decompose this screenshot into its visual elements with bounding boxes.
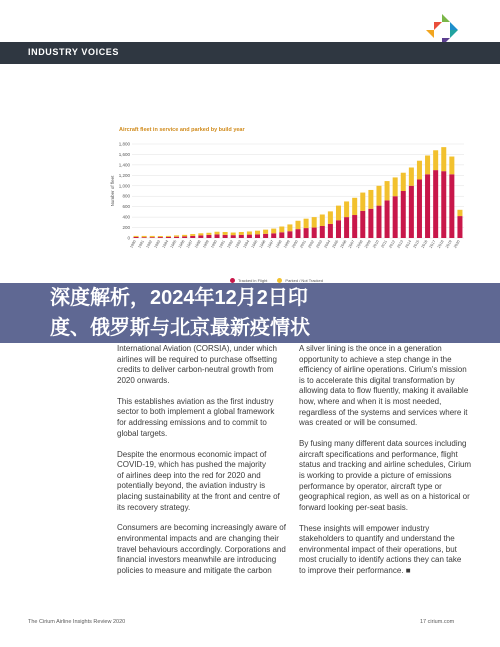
bar-parked — [158, 236, 163, 237]
bar-parked — [142, 236, 147, 237]
bar-tracked — [190, 236, 195, 238]
x-tick-label: 2005 — [331, 239, 340, 249]
bar-parked — [150, 236, 155, 237]
y-axis-label: Number of fleet — [110, 175, 115, 207]
bar-parked — [433, 150, 438, 170]
y-tick-label: 400 — [122, 214, 130, 220]
x-tick-label: 2016 — [420, 239, 429, 249]
x-tick-label: 2002 — [307, 239, 316, 249]
bar-parked — [457, 210, 462, 216]
bar-parked — [312, 217, 317, 227]
bar-parked — [328, 211, 333, 224]
right-paragraph-2: By fusing many different data sources including aircraft specifications and performance, flight status and tracking and airline schedules, Cirium is working to provide a picture of emissions performance by operator, aircraft type or geographical region, as well as on a historical or forward looking per-seat basis. — [299, 439, 472, 512]
chart-title: Aircraft fleet in service and parked by build year — [119, 127, 245, 133]
x-tick-label: 2014 — [404, 239, 413, 249]
bar-parked — [231, 233, 236, 236]
x-tick-label: 2004 — [323, 239, 332, 249]
bar-parked — [304, 219, 309, 228]
footer-page-and-site: 17 cirium.com — [420, 619, 455, 625]
x-tick-label: 1992 — [226, 239, 235, 249]
y-tick-label: 200 — [122, 225, 130, 231]
bar-tracked — [409, 186, 414, 238]
bar-parked — [376, 186, 381, 206]
bar-tracked — [158, 237, 163, 238]
x-tick-label: 2009 — [364, 239, 372, 249]
x-tick-label: 2007 — [347, 239, 356, 249]
bar-tracked — [134, 237, 139, 238]
left-paragraph-3: Despite the enormous economic impact of COVID-19, which has pushed the majority of airlines deep into the red for 2020 and potentially beyond, the aviation industry is placing sustainability at the front and centre of its recovery strategy. — [117, 449, 280, 512]
bar-tracked — [198, 235, 203, 238]
bar-tracked — [279, 232, 284, 238]
bar-tracked — [336, 220, 341, 238]
bar-parked — [166, 236, 171, 237]
bar-tracked — [150, 237, 155, 238]
x-tick-label: 1994 — [242, 239, 251, 249]
bar-parked — [279, 227, 284, 233]
x-tick-label: 2003 — [315, 239, 324, 249]
bar-tracked — [223, 235, 228, 238]
bar-parked — [206, 233, 211, 235]
x-tick-label: 1981 — [137, 239, 146, 249]
bar-tracked — [239, 235, 244, 238]
bar-parked — [336, 206, 341, 221]
bar-tracked — [263, 234, 268, 238]
x-tick-label: 1996 — [258, 239, 267, 249]
bar-parked — [320, 215, 325, 226]
bar-tracked — [182, 236, 187, 238]
bar-tracked — [142, 237, 147, 238]
bar-tracked — [255, 234, 260, 238]
y-tick-label: 800 — [122, 193, 130, 199]
x-tick-label: 2008 — [355, 239, 364, 249]
bar-tracked — [360, 211, 365, 238]
x-tick-label: 2010 — [372, 239, 380, 249]
bar-tracked — [449, 174, 454, 238]
x-tick-label: 2015 — [412, 239, 421, 249]
headline — [50, 283, 460, 343]
x-tick-label: 1987 — [185, 239, 194, 249]
x-tick-label: 1983 — [153, 239, 162, 249]
legend-label-tracked: Tracked in Flight — [238, 278, 268, 283]
bar-parked — [441, 147, 446, 171]
bar-parked — [287, 224, 292, 231]
x-tick-label: 1986 — [177, 239, 186, 249]
bar-tracked — [441, 171, 446, 238]
bar-tracked — [352, 215, 357, 238]
bar-parked — [271, 229, 276, 234]
headline-line-1: 深度解析，2024年12月2日印 — [50, 287, 308, 309]
x-tick-label: 1982 — [145, 239, 154, 249]
left-paragraph-1: International Aviation (CORSIA), under which airlines will be required to purchase offsetting credits to deliver carbon-neutral growth from 2020 onwards. — [117, 344, 277, 385]
bar-parked — [190, 234, 195, 236]
x-tick-label: 2006 — [339, 239, 348, 249]
headline-line-2: 度、俄罗斯与北京最新疫情状 — [50, 317, 310, 339]
bar-parked — [223, 232, 228, 235]
section-label: INDUSTRY VOICES — [28, 47, 120, 57]
bar-tracked — [166, 237, 171, 238]
left-column — [117, 344, 297, 587]
bar-tracked — [385, 200, 390, 238]
bar-tracked — [312, 228, 317, 238]
x-tick-label: 2020 — [453, 239, 461, 249]
bar-tracked — [320, 226, 325, 238]
x-tick-label: 1995 — [250, 239, 259, 249]
right-paragraph-3: These insights will empower industry stakeholders to quantify and understand the environmental impact of their operations, but most crucially to identify actions they can take to improve their performance. ■ — [299, 523, 462, 576]
bar-tracked — [393, 196, 398, 238]
bar-parked — [239, 232, 244, 235]
bar-tracked — [401, 191, 406, 238]
x-tick-label: 1984 — [161, 239, 170, 249]
section-banner — [0, 42, 500, 64]
x-tick-label: 1999 — [283, 239, 291, 249]
headline-overlay — [0, 283, 500, 343]
bar-tracked — [344, 217, 349, 238]
bar-parked — [401, 173, 406, 191]
bar-tracked — [328, 224, 333, 238]
right-paragraph-1: A silver lining is the once in a generation opportunity to achieve a step change in the efficiency of airline operations. Cirium's mission is to accelerate this digital transformation by allowing data to flow fluently, making it available how, where and when it is most needed, regardless of the systems and services where it was created or will be consumed. — [299, 344, 469, 428]
bar-tracked — [287, 231, 292, 238]
legend-label-parked: Parked / Not Tracked — [285, 278, 323, 283]
bar-tracked — [304, 228, 309, 238]
left-paragraph-2: This establishes aviation as the first industry sector to both implement a global framework for addressing emissions and to commit to global targets. — [117, 396, 275, 438]
left-paragraph-4: Consumers are becoming increasingly aware of environmental impacts and are changing their travel behaviours accordingly. Corporations and financial investors meanwhile are introducing policies to measure and mitigate the carbon — [117, 523, 286, 575]
x-tick-label: 1998 — [274, 239, 283, 249]
bar-parked — [360, 193, 365, 211]
x-tick-label: 1989 — [202, 239, 210, 249]
x-tick-label: 2019 — [445, 239, 453, 249]
x-tick-label: 1991 — [218, 239, 226, 249]
y-tick-label: 1,600 — [118, 151, 130, 157]
bar-tracked — [417, 180, 422, 238]
bar-parked — [198, 233, 203, 235]
x-tick-label: 2012 — [388, 239, 397, 249]
y-tick-label: 600 — [122, 204, 130, 210]
bar-parked — [215, 232, 220, 235]
x-tick-label: 1990 — [210, 239, 218, 249]
y-tick-label: 1,000 — [118, 183, 130, 189]
x-tick-label: 1988 — [194, 239, 202, 249]
bar-parked — [385, 181, 390, 200]
bar-tracked — [174, 237, 179, 238]
y-tick-label: 0 — [127, 235, 130, 241]
bar-tracked — [425, 174, 430, 238]
x-tick-label: 1997 — [266, 239, 275, 249]
x-tick-label: 2000 — [291, 239, 299, 249]
bar-tracked — [215, 234, 220, 238]
x-tick-label: 1985 — [169, 239, 178, 249]
bar-parked — [134, 236, 139, 237]
bar-parked — [368, 190, 373, 209]
bar-tracked — [295, 229, 300, 238]
bar-tracked — [457, 216, 462, 238]
bar-parked — [295, 221, 300, 229]
x-tick-label: 2017 — [428, 239, 437, 249]
bar-parked — [182, 235, 187, 237]
bar-parked — [247, 231, 252, 234]
bar-tracked — [433, 170, 438, 238]
bar-parked — [344, 201, 349, 217]
x-tick-label: 2011 — [380, 239, 388, 249]
bar-parked — [409, 168, 414, 186]
bar-tracked — [368, 209, 373, 238]
bar-parked — [425, 155, 430, 174]
x-tick-label: 2013 — [396, 239, 405, 249]
bar-parked — [255, 231, 260, 235]
y-tick-label: 1,400 — [118, 162, 130, 168]
bar-tracked — [231, 235, 236, 238]
bar-parked — [263, 230, 268, 234]
bar-parked — [417, 161, 422, 180]
x-tick-label: 2018 — [436, 239, 445, 249]
bar-tracked — [206, 235, 211, 238]
bar-parked — [352, 198, 357, 215]
y-tick-label: 1,800 — [118, 141, 130, 147]
bar-tracked — [247, 235, 252, 238]
bar-parked — [449, 157, 454, 175]
fleet-chart — [110, 136, 470, 276]
y-tick-label: 1,200 — [118, 172, 130, 178]
footer-publication: The Cirium Airline Insights Review 2020 — [28, 619, 126, 625]
bar-tracked — [376, 206, 381, 238]
bar-parked — [393, 177, 398, 196]
right-column — [299, 344, 479, 587]
bar-tracked — [271, 233, 276, 238]
x-tick-label: 1993 — [234, 239, 243, 249]
x-tick-label: 2001 — [299, 239, 307, 249]
x-tick-label: 1980 — [129, 239, 137, 249]
bar-parked — [174, 235, 179, 236]
